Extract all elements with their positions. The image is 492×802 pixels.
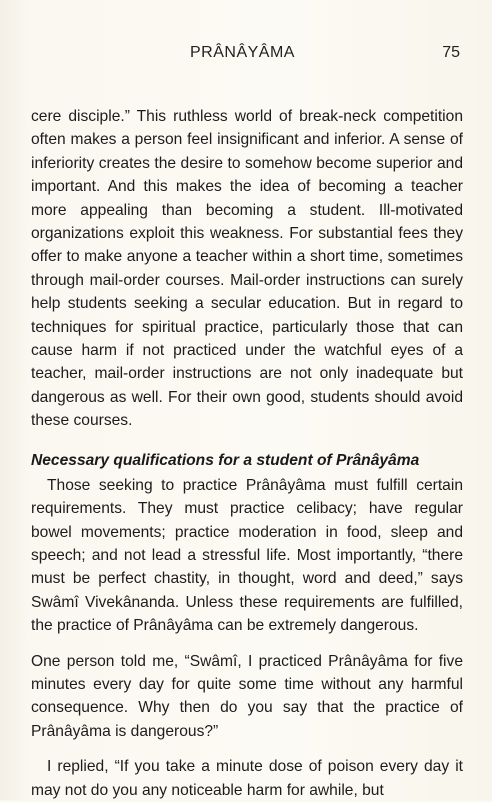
section-heading: Necessary qualifications for a student of Prânâyâma [31,451,420,469]
page-number: 75 [442,44,460,61]
paragraph-requirements: Those seeking to practice Prânâyâma must fulfill certain requirements. They must practice celibacy; have regular bowel movements; practice moderation in food, sleep and speech; and not lead a stressful life. Most importantly, “there must be perfect chastity, in thought, word and deed,” says Swâmî Vivekânanda. Unless these requirements are fulfilled, the practice of Prânâyâma can be extremely dangerous. [31,476,463,635]
body-text [31,105,463,802]
running-title: PRÂNÂYÂMA [190,44,295,61]
running-head [0,44,492,68]
paragraph-dialogue: One person told me, “Swâmî, I practiced Prânâyâma for five minutes every day for quite some time without any harmful consequence. Why then do you say that the practice of Prânâyâma is dangerous?” [31,652,463,740]
paragraph-reply: I replied, “If you take a minute dose of poison every day it may not do you any noticeable harm for awhile, but [31,758,463,799]
paragraph-continuation: cere disciple.” This ruthless world of break-neck competition often makes a person feel insignificant and inferior. A sense of inferiority creates the desire to somehow become superior and important. And this makes the idea of becoming a teacher more appealing than becoming a student. Ill-motivated organizations exploit this weakness. For substantial fees they offer to make anyone a teacher within a short time, sometimes through mail-order courses. Mail-order instructions can surely help students seeking a secular education. But in regard to techniques for spiritual practice, particularly those that can cause harm if not practiced under the watchful eyes of a teacher, mail-order instructions are not only inadequate but dangerous as well. For their own good, students should avoid these courses. [31,108,463,430]
